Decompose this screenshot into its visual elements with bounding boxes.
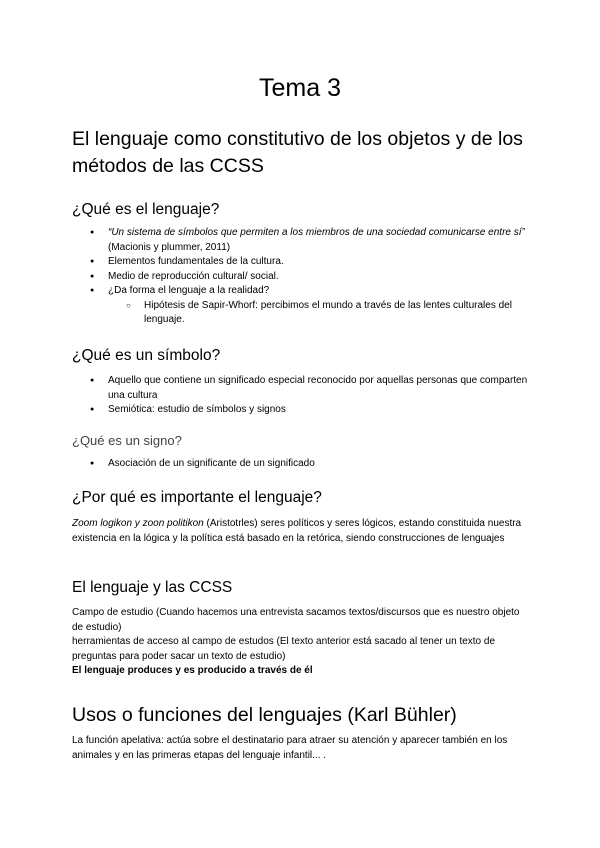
list-item-text: Elementos fundamentales de la cultura. [108,256,284,267]
paragraph-text: (Aristotrles) seres políticos y seres lógicos, estando constituida nuestra existencia en la lógica y la política está basado en la retórica, siendo construcciones de lenguajes [72,518,522,544]
quote-text: “Un sistema de símbolos que permiten a los miembros de una sociedad comunicarse entre sí” [108,227,525,238]
list-item-text: ¿Da forma el lenguaje a la realidad? [108,285,270,296]
list-item [72,226,528,255]
list-item-text: Aquello que contiene un significado especial reconocido por aquellas personas que comparten una cultura [108,375,528,401]
heading-language-functions: Usos o funciones del lenguajes (Karl Bühler) [72,704,457,726]
italic-term: Zoom logikon y zoon politikon [72,518,204,529]
list-item [72,374,528,403]
heading-language-constitutive: El lenguaje como constitutivo de los objetos y de los métodos de las CCSS [72,128,523,177]
ccss-paragraphs [72,606,528,679]
sign-bullet-list [72,457,528,472]
document-title: Tema 3 [259,74,341,102]
symbol-bullet-list [72,374,528,418]
paragraph-text: Campo de estudio (Cuando hacemos una entrevista sacamos textos/discursos que es nuestro objeto de estudio) [72,607,520,633]
heading-why-language-important: ¿Por qué es importante el lenguaje? [72,489,322,506]
list-item-text: Asociación de un significante de un significado [108,458,315,469]
importance-paragraph [72,517,528,546]
heading-language-and-ccss: El lenguaje y las CCSS [72,579,233,596]
paragraph-text: herramientas de acceso al campo de estudos (El texto anterior está sacado al tener un texto de preguntas para poder sacar un texto de estudio) [72,636,496,662]
list-item [72,255,528,270]
list-item [72,457,528,472]
bold-statement: El lenguaje produces y es producido a través de él [72,665,313,676]
heading-what-is-symbol: ¿Qué es un símbolo? [72,347,221,364]
list-item-text: Medio de reproducción cultural/ social. [108,270,279,282]
citation-text: (Macionis y plummer, 2011) [108,241,231,253]
paragraph-text: La función apelativa: actúa sobre el destinatario para atraer su atención y aparecer también en los animales y en las primeras etapas del lenguaje infantil... . [72,735,508,761]
functions-paragraph [72,734,528,763]
list-item [72,403,528,418]
sub-list-item [108,299,528,328]
language-bullet-list [72,226,528,328]
list-item [72,270,528,285]
heading-what-is-sign: ¿Qué es un signo? [72,433,182,448]
sub-list [108,299,528,328]
sub-list-item-text: Hipótesis de Sapir-Whorf: percibimos el mundo a través de las lentes culturales del lenguaje. [144,299,512,325]
heading-what-is-language: ¿Qué es el lenguaje? [72,201,220,218]
list-item [72,284,528,328]
list-item-text: Semiótica: estudio de símbolos y signos [108,404,286,415]
